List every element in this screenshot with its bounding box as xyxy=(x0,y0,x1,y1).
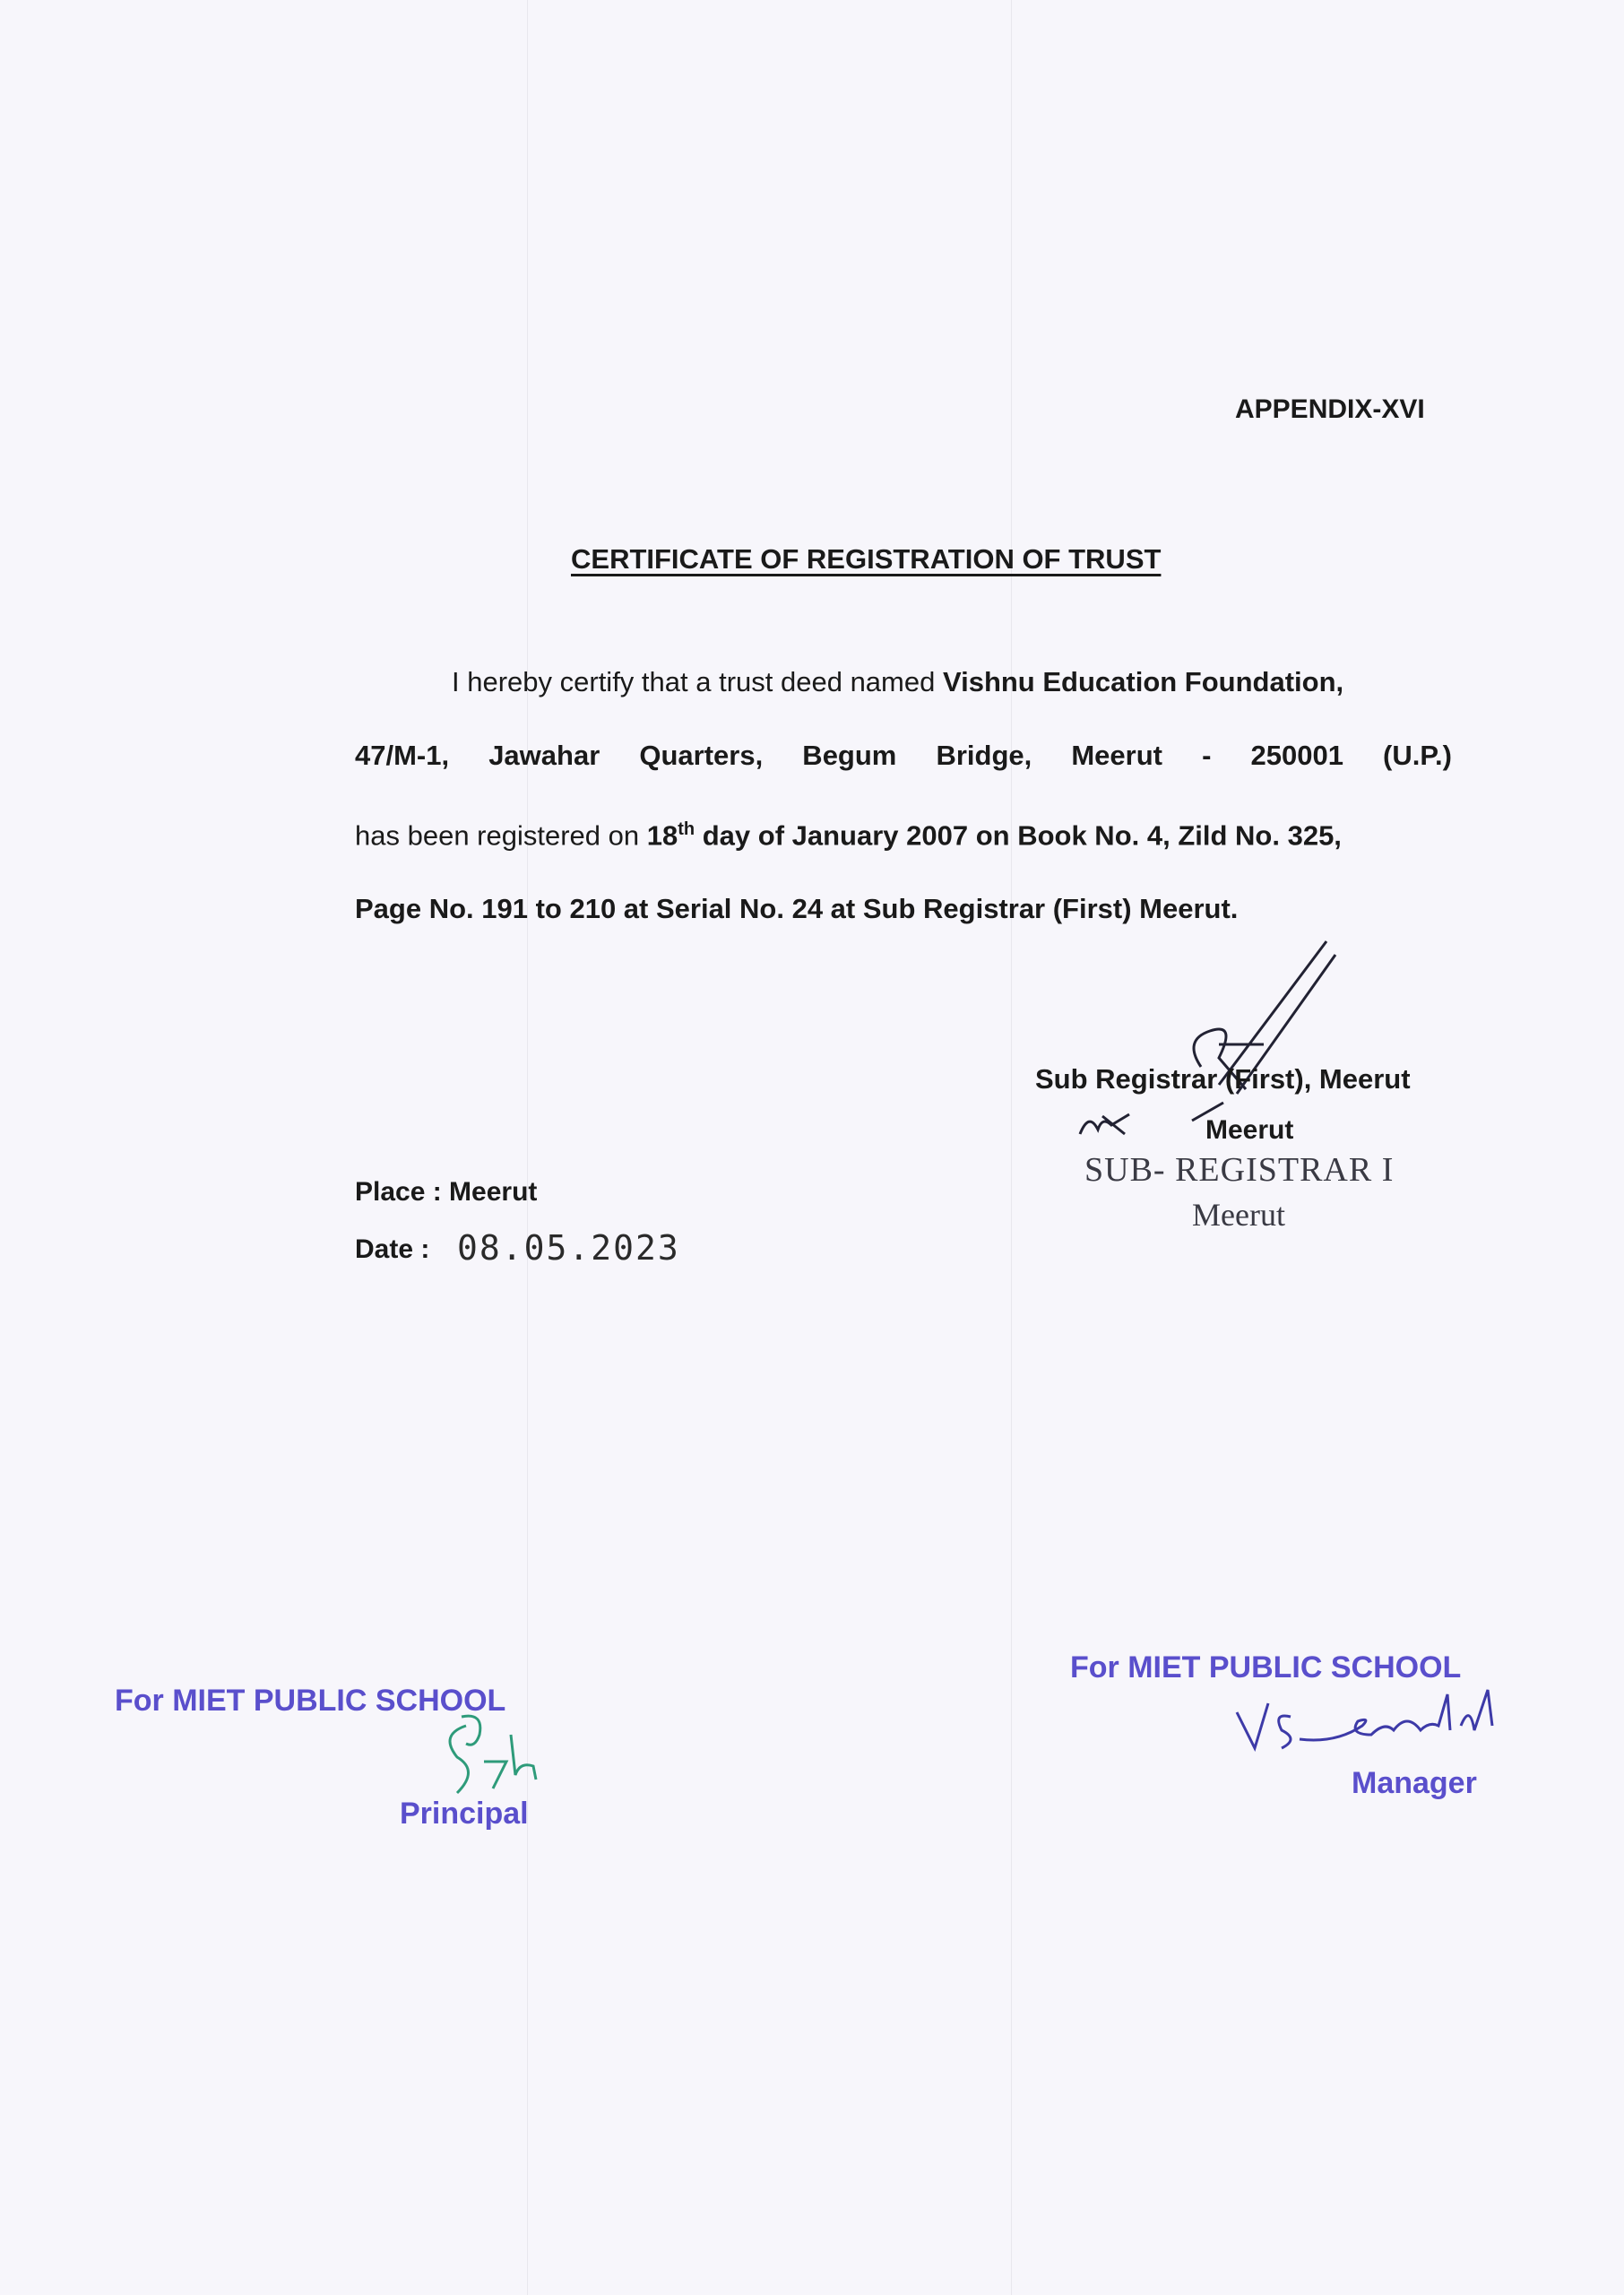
appendix-label: APPENDIX-XVI xyxy=(1235,394,1425,424)
certificate-body xyxy=(355,645,1452,946)
date-label: Date : xyxy=(355,1234,430,1264)
registration-day-suffix: th xyxy=(678,819,695,839)
manager-stamp-role: Manager xyxy=(1352,1766,1477,1800)
principal-stamp-school: For MIET PUBLIC SCHOOL xyxy=(115,1684,506,1718)
trust-name: Vishnu Education Foundation, xyxy=(942,666,1344,697)
body-line-1 xyxy=(355,645,1452,719)
registrar-title: Sub Registrar (First), Meerut xyxy=(1035,1063,1411,1095)
principal-stamp-role: Principal xyxy=(400,1797,529,1831)
principal-signature xyxy=(430,1708,547,1806)
manager-signature xyxy=(1228,1685,1515,1766)
body-line-4: Page No. 191 to 210 at Serial No. 24 at Sub Registrar (First) Meerut. xyxy=(355,893,1239,925)
certificate-title: CERTIFICATE OF REGISTRATION OF TRUST xyxy=(571,543,1162,575)
manager-stamp-school: For MIET PUBLIC SCHOOL xyxy=(1070,1650,1462,1684)
body-line-3 xyxy=(355,792,1452,872)
registration-day: 18 xyxy=(646,819,678,852)
fold-line xyxy=(1011,0,1012,2295)
body-line-1-prefix: I hereby certify that a trust deed named xyxy=(452,666,943,697)
body-line-3-prefix: has been registered on xyxy=(355,819,647,852)
registrar-stamp-line-2: Meerut xyxy=(1192,1197,1285,1233)
registrar-initials xyxy=(1075,1107,1138,1143)
body-line-2: 47/M-1, Jawahar Quarters, Begum Bridge, Meerut - 250001 (U.P.) xyxy=(355,740,1452,771)
registrar-stamp-line-1: SUB- REGISTRAR I xyxy=(1084,1151,1395,1189)
registration-details: day of January 2007 on Book No. 4, Zild No. 325, xyxy=(695,819,1342,852)
place-label: Place : Meerut xyxy=(355,1177,538,1207)
date-value: 08.05.2023 xyxy=(457,1228,680,1268)
fold-line xyxy=(527,0,528,2295)
registrar-subtitle: Meerut xyxy=(1205,1115,1294,1145)
